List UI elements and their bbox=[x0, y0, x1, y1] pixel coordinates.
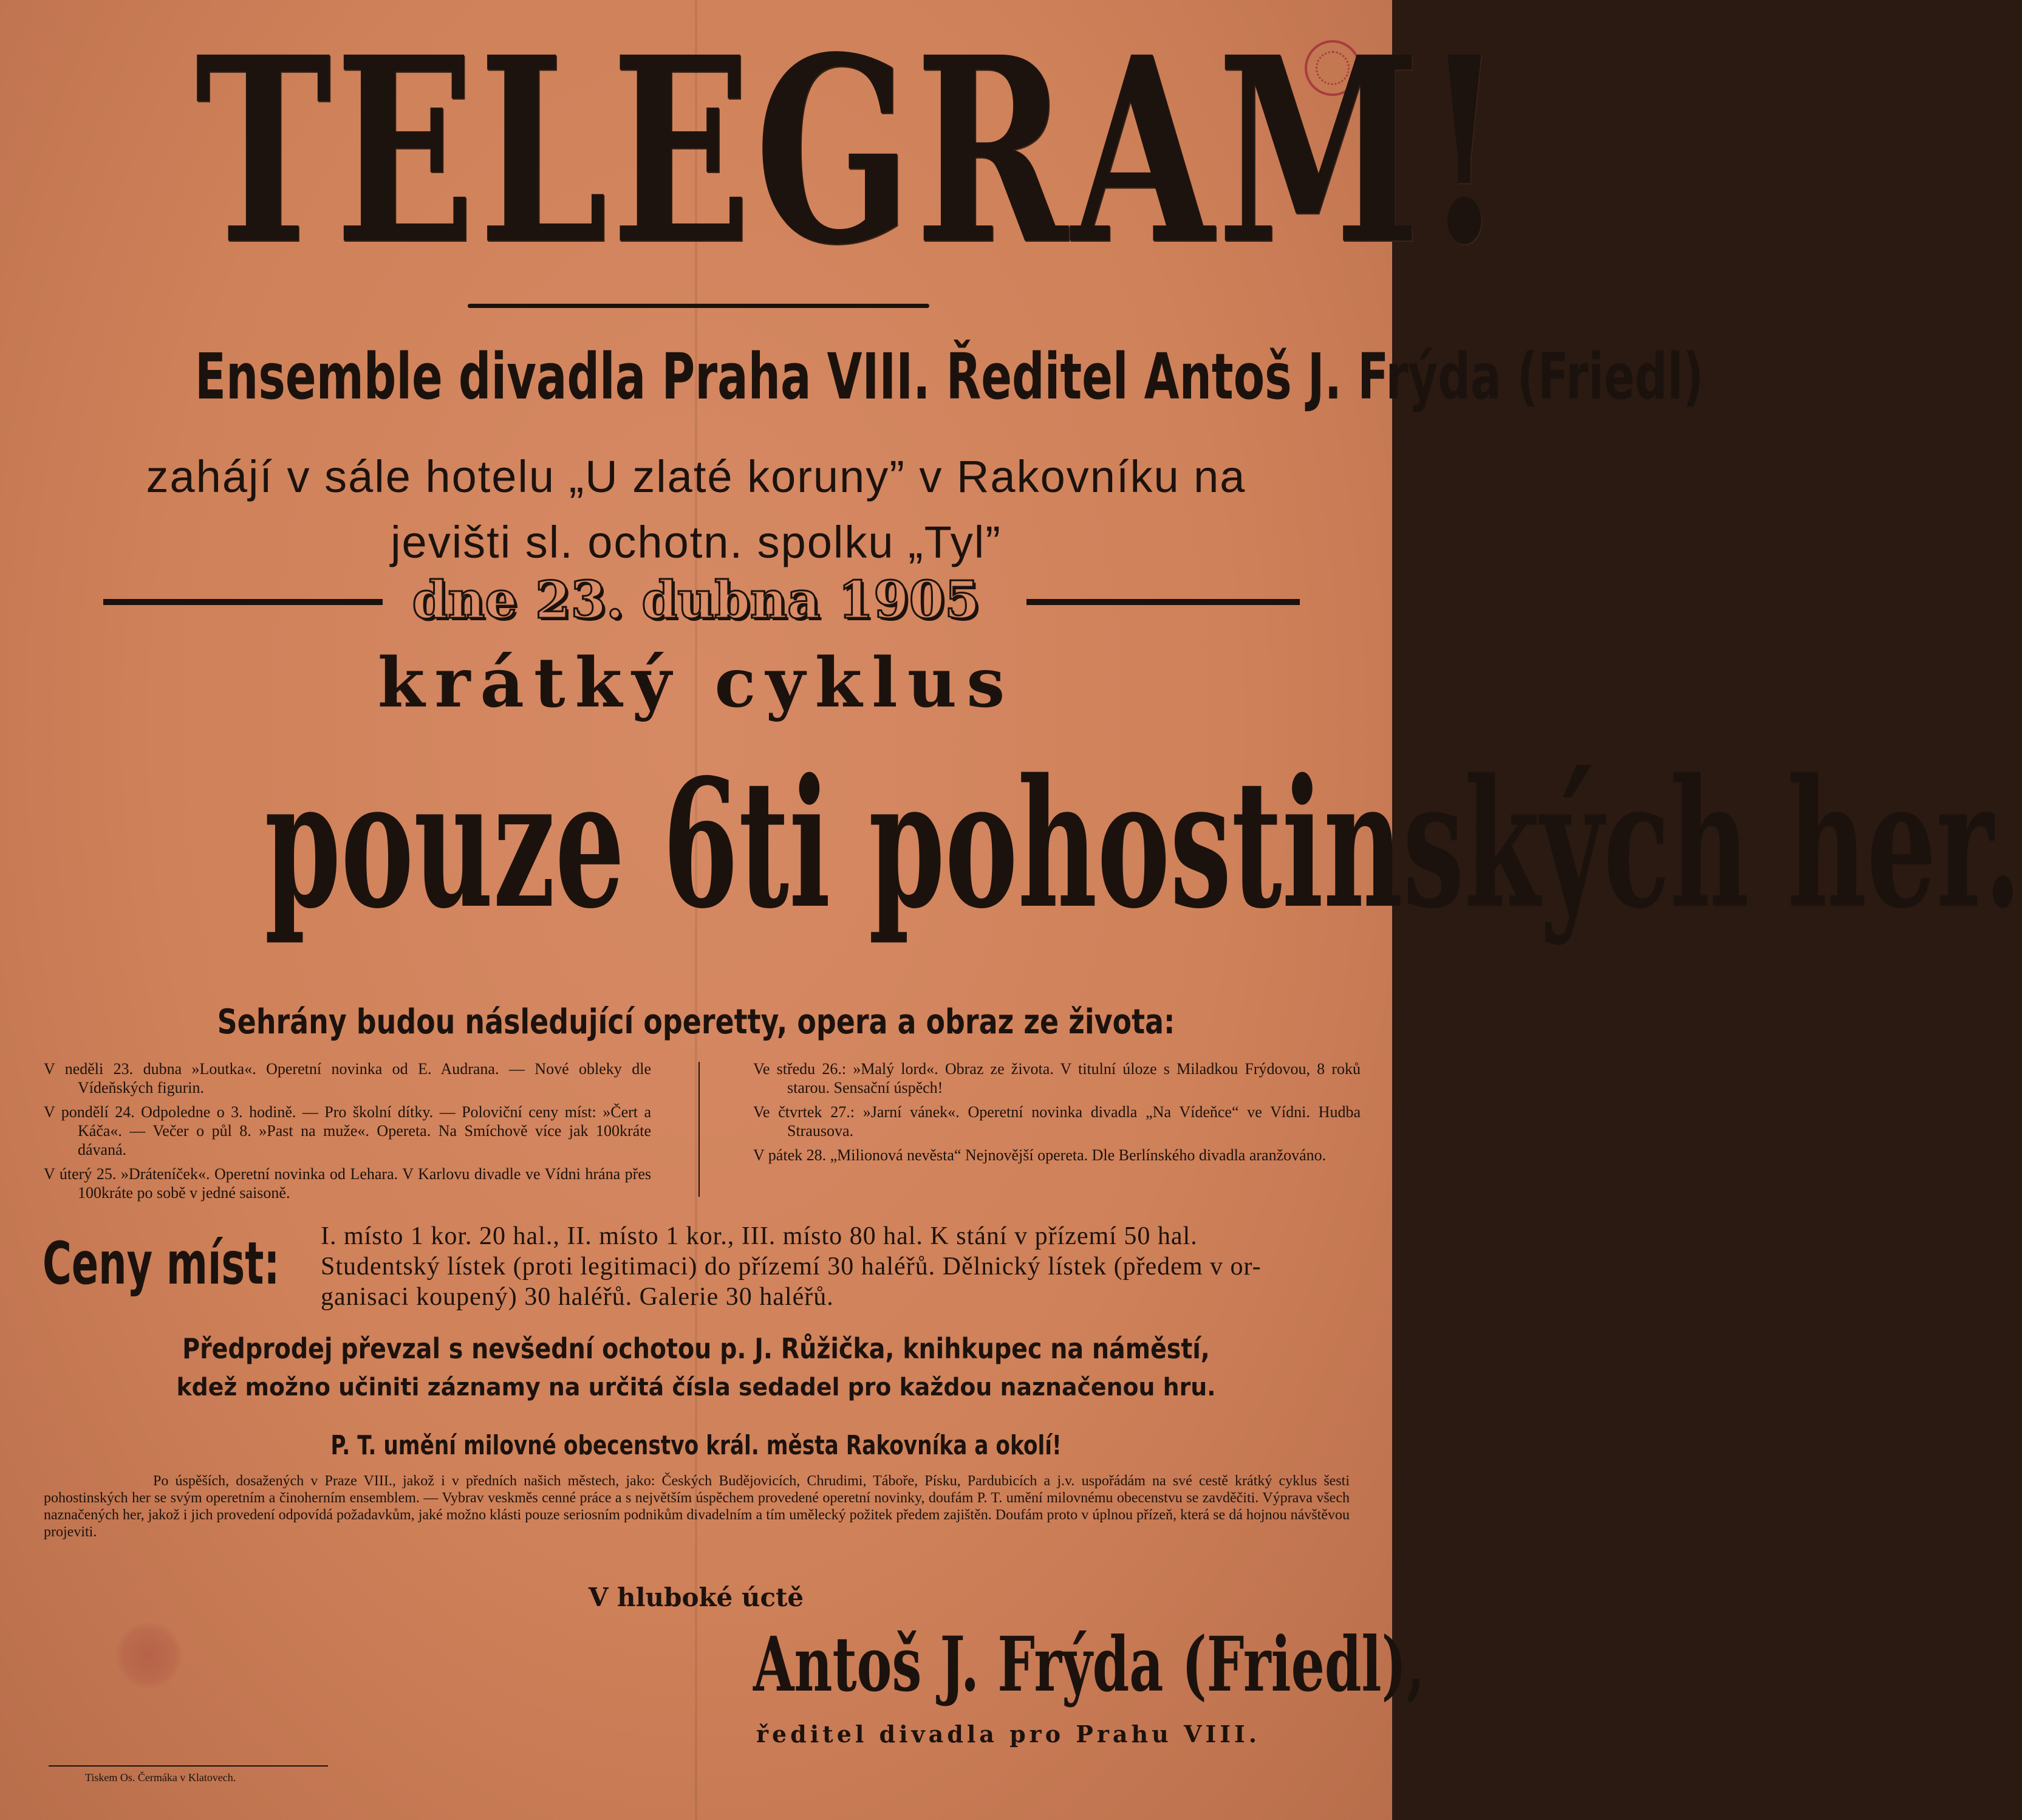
program-entry: Ve středu 26.: »Malý lord«. Obraz ze života. V titulní úloze s Miladkou Frýdovou, 8 roků starou. Sensační úspěch! bbox=[753, 1060, 1361, 1096]
program-right-column bbox=[753, 1059, 1361, 1170]
presale-line-2: kdež možno učiniti záznamy na určitá čísla sedadel pro každou naznačenou hru. bbox=[176, 1374, 1216, 1401]
prices-line: Studentský lístek (proti legitimaci) do přízemí 30 haléřů. Dělnický lístek (předem v or- bbox=[321, 1253, 1262, 1281]
program-entry: V pátek 28. „Milionová nevěsta“ Nejnovější opereta. Dle Berlínského divadla aranžováno. bbox=[753, 1146, 1327, 1164]
prices-line: ganisaci koupený) 30 haléřů. Galerie 30 haléřů. bbox=[321, 1283, 834, 1311]
column-divider bbox=[698, 1062, 700, 1197]
program-entry: V úterý 25. »Dráteníček«. Operetní novinka od Lehara. V Karlovu divadle ve Vídni hrána přes 100kráte po sobě v jedné saisoně. bbox=[44, 1165, 651, 1202]
ensemble-line: Ensemble divadla Praha VIII. Ředitel Antoš J. Frýda (Friedl) bbox=[194, 340, 1704, 414]
audience-address: P. T. umění milovné obecenstvo král. města Rakovníka a okolí! bbox=[330, 1430, 1062, 1461]
prices-label: Ceny míst: bbox=[43, 1230, 280, 1298]
closing-salutation: V hluboké úctě bbox=[588, 1582, 804, 1612]
program-entry: V neděli 23. dubna »Loutka«. Operetní novinka od E. Audrana. — Nové obleky dle Vídeňských figurin. bbox=[44, 1060, 651, 1096]
program-left-column bbox=[44, 1059, 651, 1208]
presale-line-1: Předprodej převzal s nevšední ochotou p. J. Růžička, knihkupec na náměstí, bbox=[182, 1332, 1210, 1365]
venue-line-1: zahájí v sále hotelu „U zlaté koruny” v Rakovníku na bbox=[146, 451, 1246, 502]
program-entry: Ve čtvrtek 27.: »Jarní vánek«. Operetní novinka divadla „Na Vídeňce“ ve Vídni. Hudba Strausova. bbox=[753, 1103, 1361, 1140]
body-paragraph: Po úspěších, dosažených v Praze VIII., jakož i v předních našich městech, jako: Českých Budějovicích, Chrudimi, Táboře, Písku, Pardubicích a j.v. uspořádám na své cestě krátký cyklus šesti pohostinských her se svým operetním a činoherním ensemblem. — Vybrav veskměs cenné práce a s největším úspěchem provedené operetní novinky, doufám P. T. umění milovnému obecenstvu se zavděčiti. Výprava všech naznačených her, jakož i jich provedení odpovídá požadavkům, jaké možno klásti pouze seriosním podnikům divadelním a tím umělecký požitek předem zajištěn. Doufám proto v úplnou přízeň, která se dá hojnou návštěvou projeviti. bbox=[44, 1473, 1350, 1540]
signature-title: ředitel divadla pro Prahu VIII. bbox=[756, 1720, 1261, 1748]
signature-name: Antoš J. Frýda (Friedl), bbox=[753, 1621, 1425, 1709]
cycle-heading: krátký cyklus bbox=[377, 643, 1015, 723]
presale-notice bbox=[97, 1329, 1294, 1407]
headline: pouze 6ti pohostinských her. bbox=[264, 741, 2022, 948]
program-heading: Sehrány budou následující operetty, opera a obraz ze života: bbox=[217, 1002, 1175, 1042]
venue-line-2: jevišti sl. ochotn. spolku „Tyl” bbox=[391, 517, 1002, 567]
performance-date: dne 23. dubna 1905 bbox=[412, 570, 980, 630]
printer-rule bbox=[49, 1765, 328, 1767]
printer-imprint: Tiskem Os. Čermáka v Klatovech. bbox=[85, 1771, 236, 1784]
faded-stamp bbox=[115, 1622, 182, 1689]
title-rule bbox=[468, 304, 929, 308]
prices-line: I. místo 1 kor. 20 hal., II. místo 1 kor., III. místo 80 hal. K stání v přízemí 50 hal. bbox=[321, 1222, 1198, 1250]
poster-title: TELEGRAM! bbox=[194, 2, 1509, 301]
program-entry: V pondělí 24. Odpoledne o 3. hodině. — Pro školní dítky. — Poloviční ceny míst: »Čert a Káča«. — Večer o půl 8. »Past na muže«. Opereta. Na Smíchově více jak 100kráte dávaná. bbox=[44, 1103, 651, 1158]
prices-text bbox=[321, 1221, 1353, 1312]
date-rule-right bbox=[1026, 599, 1300, 605]
